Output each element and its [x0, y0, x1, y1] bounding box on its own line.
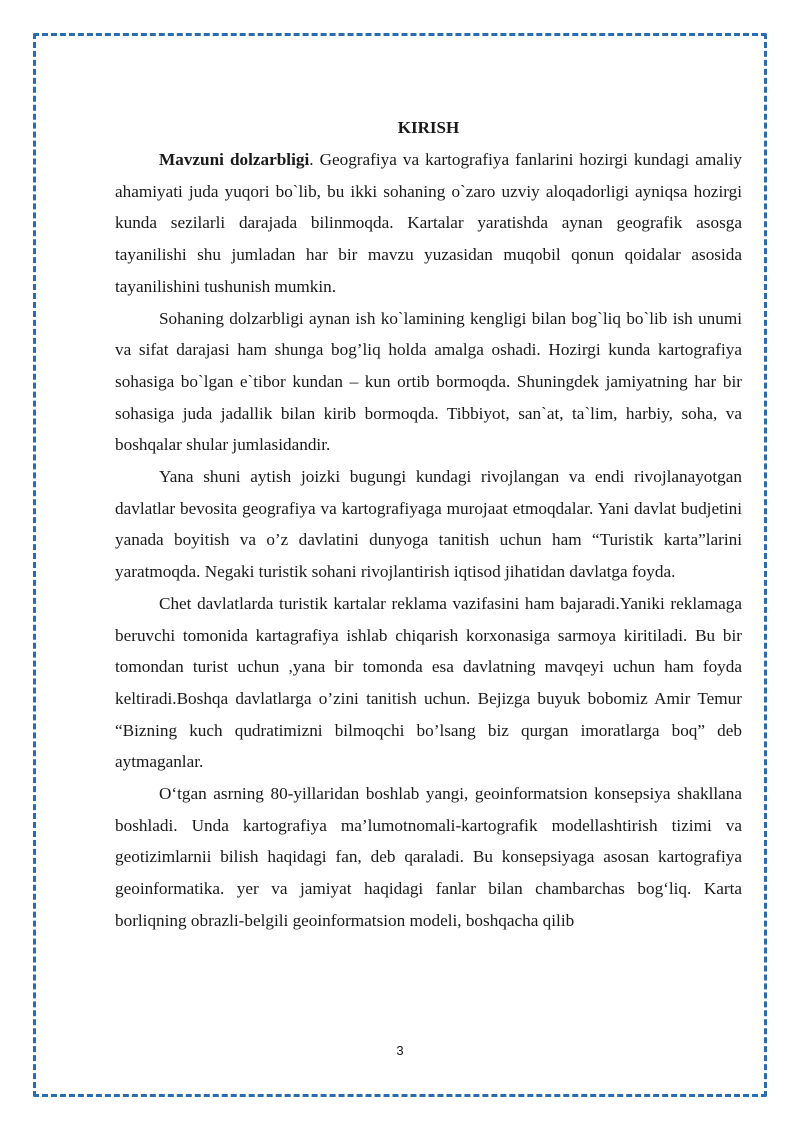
document-body — [115, 114, 742, 937]
paragraph-text: . Geografiya va kartografiya fanlarini hozirgi kundagi amaliy ahamiyati juda yuqori bo`lib, bu ikki sohaning o`zaro uzviy aloqadorligi ayniqsa hozirgi kunda sezilarli darajada bilinmoqda. Kartalar yaratishda aynan geografik asosga tayanilishi shu jumladan har bir mavzu yuzasidan muqobil qonun qoidalar asosida tayanilishini tushunish mumkin. — [115, 150, 742, 296]
paragraph-field-relevance: Sohaning dolzarbligi aynan ish ko`lamining kengligi bilan bog`liq bo`lib ish unumi va sifat darajasi ham shunga bog’liq holda amalga oshadi. Hozirgi kunda kartografiya sohasiga bo`lgan e`tibor kundan – kun ortib bormoqda. Shuningdek jamiyatning har bir sohasiga juda jadallik bilan kirib bormoqda. Tibbiyot, san`at, ta`lim, harbiy, soha, va boshqalar shular jumlasidandir. — [115, 308, 742, 455]
paragraph-relevance — [115, 144, 742, 303]
page-title: KIRISH — [397, 118, 460, 137]
page-number: 3 — [396, 1043, 404, 1058]
paragraph-geoinformatics: O‘tgan asrning 80-yillaridan boshlab yangi, geoinformatsion konsepsiya shakllana boshladi. Unda kartografiya ma’lumotnomali-kartografik modellashtirish tizimi va geotizimlarnii bilish haqidagi fan, deb qaraladi. Bu konsepsiyaga asosan kartografiya geoinformatika. yer va jamiyat haqidagi fanlar bilan chambarchas bog‘liq. Karta borliqning obrazli-belgili geoinformatsion modeli, boshqacha qilib — [115, 784, 742, 930]
paragraph-lead: Mavzuni dolzarbligi — [159, 150, 310, 169]
paragraph-tourist-maps: Yana shuni aytish joizki bugungi kundagi rivojlangan va endi rivojlanayotgan davlatlar bevosita geografiya va kartografiyaga murojaat etmoqdalar. Yani davlat budjetini yanada boyitish va o’z davlatini dunyoga tanitish uchun ham “Turistik karta”larini yaratmoqda. Negaki turistik sohani rivojlantirish iqtisod jihatidan davlatga foyda. — [115, 467, 742, 582]
paragraph-advertising: Chet davlatlarda turistik kartalar reklama vazifasini ham bajaradi.Yaniki reklamaga beruvchi tomonida kartagrafiya ishlab chiqarish korxonasiga sarmoya kiritiladi. Bu bir tomondan turist uchun ,yana bir tomonda esa davlatning mavqeyi uchun ham foyda keltiradi.Boshqa davlatlarga o’zini tanitish uchun. Bejizga buyuk bobomiz Amir Temur “Bizning kuch qudratimizni bilmoqchi bo’lsang biz qurgan imoratlarga boq” deb aytmaganlar. — [115, 593, 742, 772]
